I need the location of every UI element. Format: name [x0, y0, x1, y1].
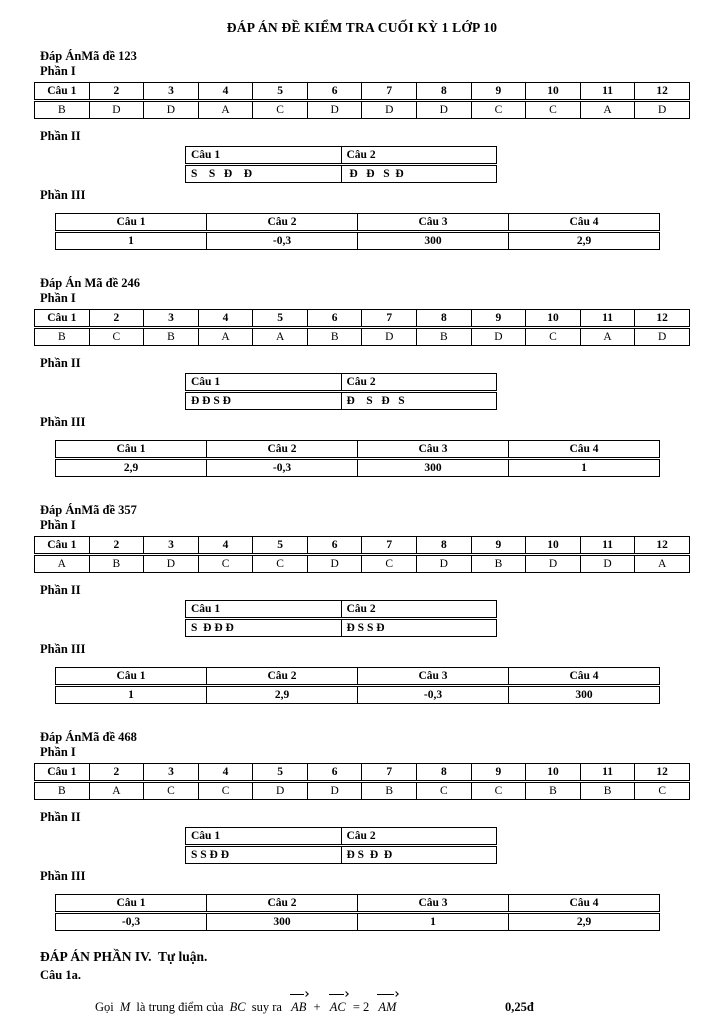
- phan3-answer-cell: 2,9: [56, 459, 207, 477]
- phan3-header-cell: Câu 2: [207, 214, 358, 232]
- solution-text: Gọi: [95, 1000, 114, 1014]
- phan1-answer-cell: B: [471, 555, 526, 573]
- phan1-answer-cell: D: [417, 555, 472, 573]
- phan1-header-cell: 7: [362, 83, 417, 101]
- math-var-M: M: [119, 1000, 131, 1014]
- phan1-header-cell: Câu 1: [35, 764, 90, 782]
- exam-section-123: [0, 49, 724, 250]
- phan1-answer-cell: C: [635, 782, 690, 800]
- phan1-label: Phần I: [40, 64, 76, 78]
- phan1-answer-cell: C: [144, 782, 199, 800]
- phan2-header-row: [186, 601, 497, 619]
- phan1-header-cell: 11: [580, 764, 635, 782]
- phan1-answer-cell: A: [198, 101, 253, 119]
- phan3-header-cell: Câu 1: [56, 895, 207, 913]
- phan3-answer-cell: 300: [358, 459, 509, 477]
- phan1-header-row: [35, 764, 690, 782]
- phan1-answer-cell: D: [253, 782, 308, 800]
- phan1-answer-cell: D: [362, 328, 417, 346]
- phan2-header-cell: Câu 1: [186, 601, 342, 619]
- phan1-header-cell: 7: [362, 537, 417, 555]
- phan2-header-cell: Câu 2: [341, 147, 497, 165]
- page-title: ĐÁP ÁN ĐỀ KIỂM TRA CUỐI KỲ 1 LỚP 10: [226, 20, 498, 35]
- phan1-header-cell: 12: [635, 310, 690, 328]
- phan1-header-cell: 6: [307, 764, 362, 782]
- exam-heading: Đáp Án Mã đề 246: [40, 276, 141, 290]
- phan1-header-cell: 8: [417, 83, 472, 101]
- phan2-table: [185, 600, 497, 637]
- phan2-header-cell: Câu 2: [341, 374, 497, 392]
- phan1-header-cell: 10: [526, 537, 581, 555]
- phan1-label: Phần I: [40, 518, 76, 532]
- phan1-table: [34, 763, 690, 800]
- phan1-header-cell: 8: [417, 537, 472, 555]
- phan1-answer-cell: A: [580, 101, 635, 119]
- phan1-answer-cell: D: [417, 101, 472, 119]
- phan1-header-cell: 4: [198, 83, 253, 101]
- phan2-answer-cell: Đ S S Đ: [341, 619, 497, 637]
- phan3-label: Phần III: [40, 642, 86, 656]
- vector-AC: AC: [330, 996, 346, 1018]
- phan1-header-cell: 5: [253, 764, 308, 782]
- phan3-table: [55, 213, 660, 250]
- exam-heading: Đáp ÁnMã đề 468: [40, 730, 137, 744]
- phan1-answer-cell: A: [35, 555, 90, 573]
- phan1-answer-cell: D: [307, 101, 362, 119]
- phan1-answer-cell: D: [89, 101, 144, 119]
- phan3-header-cell: Câu 3: [358, 214, 509, 232]
- phan1-answer-cell: B: [307, 328, 362, 346]
- phan2-header-cell: Câu 1: [186, 374, 342, 392]
- phan1-answer-row: [35, 555, 690, 573]
- phan1-header-cell: Câu 1: [35, 537, 90, 555]
- phan1-header-cell: 5: [253, 83, 308, 101]
- exam-heading: Đáp ÁnMã đề 357: [40, 503, 137, 517]
- essay-heading: ĐÁP ÁN PHẦN IV. Tự luận.: [40, 949, 208, 964]
- phan2-header-row: [186, 374, 497, 392]
- phan1-answer-cell: D: [471, 328, 526, 346]
- phan1-header-row: [35, 83, 690, 101]
- phan3-header-cell: Câu 4: [509, 668, 660, 686]
- phan3-header-cell: Câu 4: [509, 441, 660, 459]
- phan1-answer-cell: D: [307, 555, 362, 573]
- phan1-header-cell: Câu 1: [35, 310, 90, 328]
- phan1-header-cell: 3: [144, 310, 199, 328]
- solution-text: suy ra: [251, 1000, 282, 1014]
- phan3-header-cell: Câu 4: [509, 895, 660, 913]
- phan2-answer-cell: Đ Đ S Đ: [186, 392, 342, 410]
- phan1-header-cell: 8: [417, 764, 472, 782]
- phan3-header-cell: Câu 4: [509, 214, 660, 232]
- phan1-header-cell: 12: [635, 537, 690, 555]
- phan1-header-cell: 4: [198, 537, 253, 555]
- phan1-answer-cell: D: [635, 328, 690, 346]
- phan2-header-row: [186, 147, 497, 165]
- phan1-header-cell: 6: [307, 537, 362, 555]
- phan1-answer-cell: C: [526, 328, 581, 346]
- phan1-answer-cell: A: [198, 328, 253, 346]
- phan1-header-cell: 4: [198, 310, 253, 328]
- phan1-header-cell: 9: [471, 764, 526, 782]
- phan1-answer-cell: D: [580, 555, 635, 573]
- phan2-answer-row: [186, 165, 497, 183]
- phan1-answer-cell: B: [35, 782, 90, 800]
- phan1-answer-cell: B: [35, 101, 90, 119]
- phan3-answer-row: [56, 232, 660, 250]
- phan3-header-cell: Câu 3: [358, 668, 509, 686]
- phan3-answer-cell: 1: [56, 232, 207, 250]
- phan3-answer-cell: -0,3: [56, 913, 207, 931]
- phan3-header-cell: Câu 2: [207, 441, 358, 459]
- phan1-table: [34, 309, 690, 346]
- phan2-label: Phần II: [40, 583, 81, 597]
- phan2-header-row: [186, 828, 497, 846]
- phan1-header-cell: 11: [580, 83, 635, 101]
- phan1-header-cell: 3: [144, 764, 199, 782]
- phan3-header-row: [56, 668, 660, 686]
- phan2-answer-cell: S Đ Đ Đ: [186, 619, 342, 637]
- phan3-answer-cell: 1: [358, 913, 509, 931]
- phan1-header-cell: 7: [362, 310, 417, 328]
- phan3-header-cell: Câu 1: [56, 441, 207, 459]
- exam-heading: Đáp ÁnMã đề 123: [40, 49, 137, 63]
- phan2-header-cell: Câu 2: [341, 828, 497, 846]
- phan2-label: Phần II: [40, 810, 81, 824]
- phan2-answer-cell: S S Đ Đ: [186, 846, 342, 864]
- phan3-label: Phần III: [40, 415, 86, 429]
- phan3-answer-cell: 1: [509, 459, 660, 477]
- phan1-answer-cell: C: [471, 101, 526, 119]
- phan3-answer-row: [56, 459, 660, 477]
- phan1-header-cell: 11: [580, 310, 635, 328]
- phan1-answer-row: [35, 328, 690, 346]
- phan2-answer-row: [186, 846, 497, 864]
- phan1-header-cell: 9: [471, 310, 526, 328]
- phan1-header-cell: 5: [253, 310, 308, 328]
- equals-operator: = 2: [352, 1000, 370, 1014]
- phan2-answer-cell: Đ S Đ S: [341, 392, 497, 410]
- phan1-header-cell: 12: [635, 764, 690, 782]
- phan1-header-cell: 2: [89, 310, 144, 328]
- essay-question-label: Câu 1a.: [40, 968, 81, 982]
- phan1-header-cell: 3: [144, 537, 199, 555]
- phan3-table: [55, 440, 660, 477]
- phan3-table: [55, 894, 660, 931]
- phan3-header-row: [56, 895, 660, 913]
- phan3-answer-cell: 300: [509, 686, 660, 704]
- phan1-answer-cell: C: [198, 782, 253, 800]
- solution-text: là trung điểm của: [136, 1000, 224, 1014]
- phan3-header-cell: Câu 1: [56, 214, 207, 232]
- phan3-answer-cell: 300: [358, 232, 509, 250]
- phan1-header-cell: 2: [89, 537, 144, 555]
- phan1-header-cell: 6: [307, 310, 362, 328]
- phan1-answer-cell: B: [362, 782, 417, 800]
- points-badge: 0,25đ: [505, 1000, 534, 1014]
- phan3-header-cell: Câu 2: [207, 668, 358, 686]
- phan1-answer-cell: B: [89, 555, 144, 573]
- vector-AB: AB: [291, 996, 306, 1018]
- phan3-header-row: [56, 441, 660, 459]
- phan3-answer-cell: -0,3: [207, 459, 358, 477]
- phan2-header-cell: Câu 2: [341, 601, 497, 619]
- phan1-label: Phần I: [40, 291, 76, 305]
- phan1-header-cell: 9: [471, 83, 526, 101]
- phan2-table: [185, 146, 497, 183]
- phan3-answer-row: [56, 913, 660, 931]
- exam-section-357: [0, 503, 724, 704]
- phan3-answer-cell: -0,3: [207, 232, 358, 250]
- phan1-answer-row: [35, 782, 690, 800]
- phan1-answer-cell: D: [144, 555, 199, 573]
- phan1-header-cell: 7: [362, 764, 417, 782]
- phan1-header-cell: 3: [144, 83, 199, 101]
- phan1-answer-cell: C: [89, 328, 144, 346]
- phan1-answer-cell: C: [253, 101, 308, 119]
- phan3-answer-cell: 300: [207, 913, 358, 931]
- phan2-table: [185, 373, 497, 410]
- phan3-answer-cell: 1: [56, 686, 207, 704]
- phan3-label: Phần III: [40, 869, 86, 883]
- phan3-header-cell: Câu 3: [358, 895, 509, 913]
- phan1-header-cell: 10: [526, 83, 581, 101]
- phan1-header-row: [35, 310, 690, 328]
- phan1-answer-cell: D: [307, 782, 362, 800]
- phan2-answer-cell: Đ Đ S Đ: [341, 165, 497, 183]
- phan3-answer-cell: 2,9: [207, 686, 358, 704]
- phan1-header-cell: 2: [89, 764, 144, 782]
- phan1-header-cell: 4: [198, 764, 253, 782]
- phan1-table: [34, 536, 690, 573]
- math-var-BC: BC: [229, 1000, 246, 1014]
- phan1-answer-row: [35, 101, 690, 119]
- phan1-answer-cell: B: [526, 782, 581, 800]
- phan1-answer-cell: C: [471, 782, 526, 800]
- phan1-header-cell: 10: [526, 764, 581, 782]
- phan1-answer-cell: C: [417, 782, 472, 800]
- phan3-label: Phần III: [40, 188, 86, 202]
- phan1-answer-cell: C: [253, 555, 308, 573]
- phan1-table: [34, 82, 690, 119]
- phan2-answer-cell: Đ S Đ Đ: [341, 846, 497, 864]
- plus-operator: +: [313, 1000, 321, 1014]
- phan1-answer-cell: A: [580, 328, 635, 346]
- vector-AM: AM: [378, 996, 396, 1018]
- phan3-header-cell: Câu 3: [358, 441, 509, 459]
- phan2-header-cell: Câu 1: [186, 828, 342, 846]
- essay-section: [0, 948, 724, 1018]
- phan1-answer-cell: B: [35, 328, 90, 346]
- phan3-answer-cell: 2,9: [509, 232, 660, 250]
- phan1-answer-cell: A: [253, 328, 308, 346]
- phan1-answer-cell: C: [198, 555, 253, 573]
- phan1-header-cell: 5: [253, 537, 308, 555]
- phan2-header-cell: Câu 1: [186, 147, 342, 165]
- phan1-header-cell: 11: [580, 537, 635, 555]
- phan1-answer-cell: C: [526, 101, 581, 119]
- phan1-answer-cell: B: [144, 328, 199, 346]
- phan1-answer-cell: D: [144, 101, 199, 119]
- phan3-answer-cell: 2,9: [509, 913, 660, 931]
- phan2-answer-row: [186, 392, 497, 410]
- phan1-answer-cell: A: [635, 555, 690, 573]
- phan1-header-cell: 2: [89, 83, 144, 101]
- phan1-answer-cell: D: [362, 101, 417, 119]
- phan2-table: [185, 827, 497, 864]
- phan2-label: Phần II: [40, 356, 81, 370]
- exam-section-468: [0, 730, 724, 931]
- phan2-answer-row: [186, 619, 497, 637]
- phan1-header-cell: 8: [417, 310, 472, 328]
- phan2-answer-cell: S S Đ Đ: [186, 165, 342, 183]
- phan1-answer-cell: B: [580, 782, 635, 800]
- phan3-table: [55, 667, 660, 704]
- phan3-header-row: [56, 214, 660, 232]
- phan3-answer-cell: -0,3: [358, 686, 509, 704]
- phan1-header-cell: Câu 1: [35, 83, 90, 101]
- phan1-answer-cell: D: [635, 101, 690, 119]
- essay-solution-line: [95, 992, 724, 1018]
- phan1-header-row: [35, 537, 690, 555]
- phan1-header-cell: 10: [526, 310, 581, 328]
- phan1-answer-cell: B: [417, 328, 472, 346]
- phan1-answer-cell: C: [362, 555, 417, 573]
- phan1-header-cell: 12: [635, 83, 690, 101]
- phan3-answer-row: [56, 686, 660, 704]
- phan3-header-cell: Câu 1: [56, 668, 207, 686]
- phan2-label: Phần II: [40, 129, 81, 143]
- phan1-label: Phần I: [40, 745, 76, 759]
- phan1-answer-cell: A: [89, 782, 144, 800]
- phan1-header-cell: 9: [471, 537, 526, 555]
- phan1-header-cell: 6: [307, 83, 362, 101]
- phan3-header-cell: Câu 2: [207, 895, 358, 913]
- phan1-answer-cell: D: [526, 555, 581, 573]
- exam-section-246: [0, 276, 724, 477]
